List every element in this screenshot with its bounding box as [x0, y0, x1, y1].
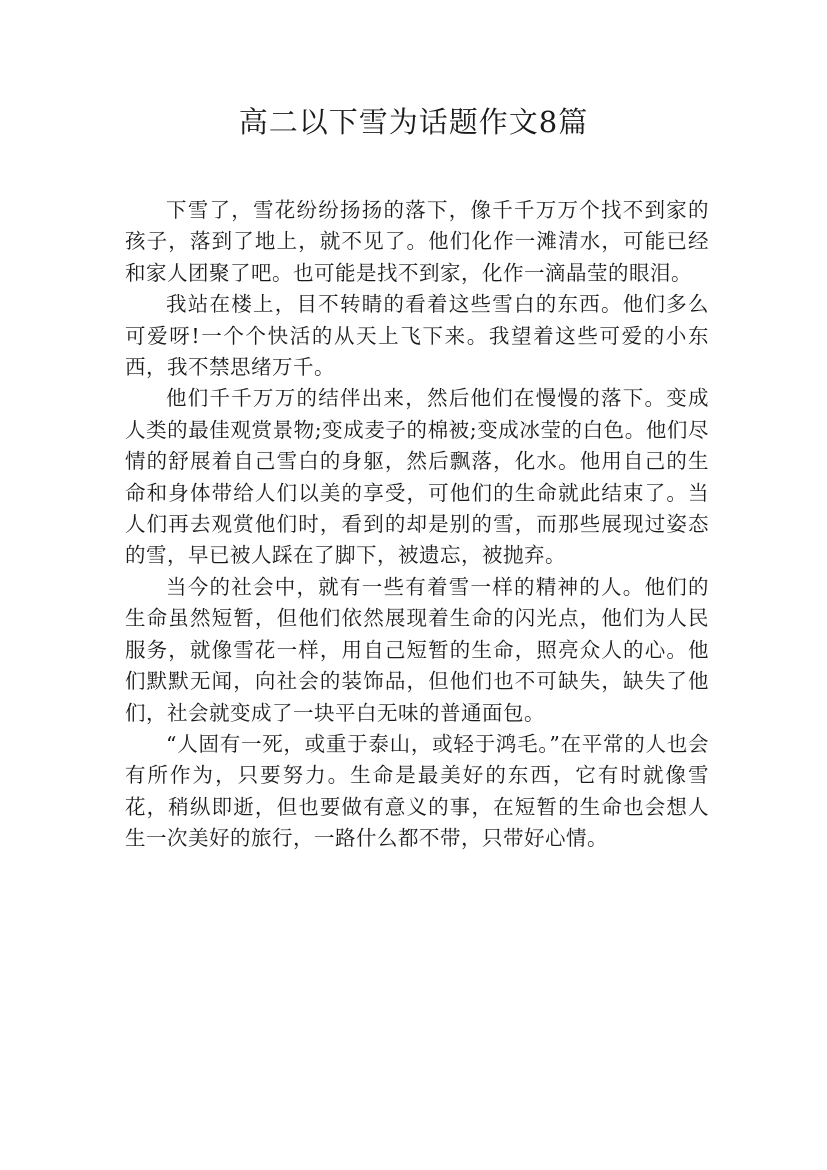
- paragraph-3: 他们千千万万的结伴出来，然后他们在慢慢的落下。变成人类的最佳观赏景物;变成麦子的棉被;变成冰莹的白色。他们尽情的舒展着自己雪白的身躯，然后飘落，化水。他用自己的生命和身体带给人们以美的享受，可他们的生命就此结束了。当人们再去观赏他们时，看到的却是别的雪，而那些展现过姿态的雪，早已被人踩在了脚下，被遗忘，被抛弃。: [125, 386, 709, 568]
- document-body: [125, 195, 709, 855]
- paragraph-4: 当今的社会中，就有一些有着雪一样的精神的人。他们的生命虽然短暂，但他们依然展现着生命的闪光点，他们为人民服务，就像雪花一样，用自己短暂的生命，照亮众人的心。他们默默无闻，向社会的装饰品，但他们也不可缺失，缺失了他们，社会就变成了一块平白无味的普通面包。: [125, 574, 709, 725]
- document-title: 高二以下雪为话题作文8篇: [238, 105, 589, 139]
- paragraph-5: “人固有一死，或重于泰山，或轻于鸿毛。”在平常的人也会有所作为，只要努力。生命是最美好的东西，它有时就像雪花，稍纵即逝，但也要做有意义的事，在短暂的生命也会想人生一次美好的旅行，一路什么都不带，只带好心情。: [125, 731, 709, 851]
- paragraph-2: 我站在楼上，目不转睛的看着这些雪白的东西。他们多么可爱呀!一个个快活的从天上飞下来。我望着这些可爱的小东西，我不禁思绪万千。: [125, 292, 709, 380]
- paragraph-1: 下雪了，雪花纷纷扬扬的落下，像千千万万个找不到家的孩子，落到了地上，就不见了。他们化作一滩清水，可能已经和家人团聚了吧。也可能是找不到家，化作一滴晶莹的眼泪。: [125, 198, 709, 285]
